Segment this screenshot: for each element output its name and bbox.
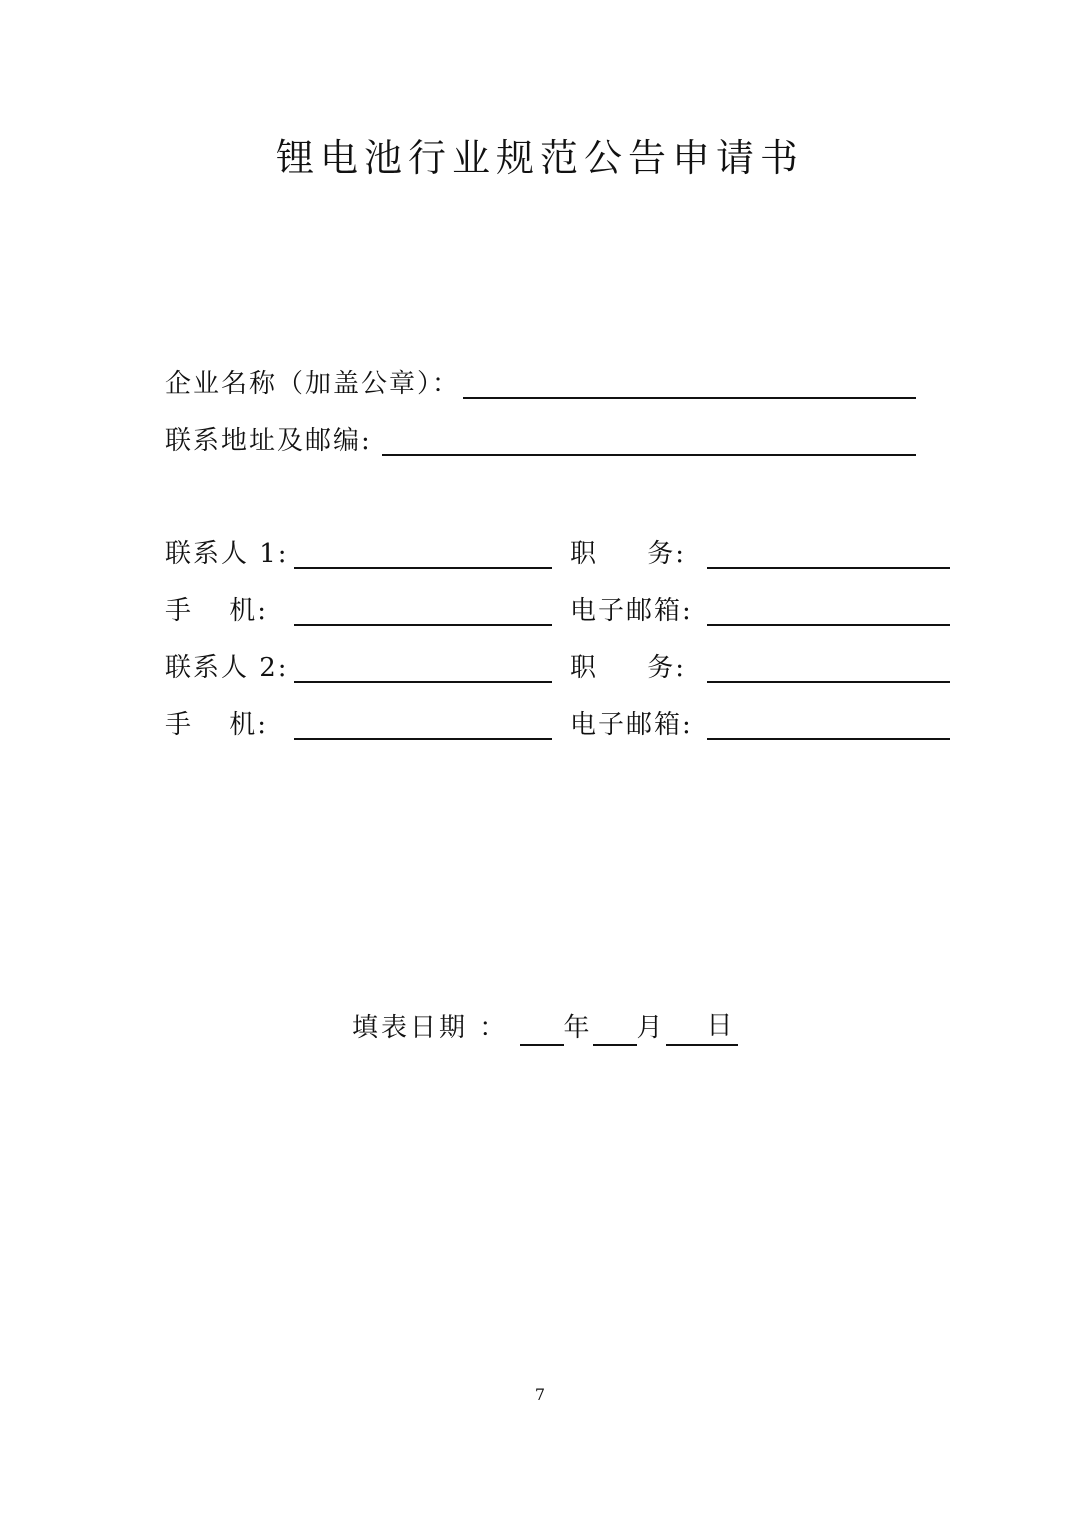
position-label-char: 务: — [647, 653, 686, 683]
fill-date-label: 填表日期 ： — [352, 1013, 509, 1043]
address-label: 联系地址及邮编: — [165, 426, 372, 456]
contact-1-phone-label — [165, 593, 268, 629]
contact-2-phone-label — [165, 707, 268, 743]
phone-label-char: 机: — [229, 596, 268, 626]
phone-label-char: 机: — [229, 710, 268, 740]
month-label: 月 — [636, 1013, 666, 1043]
day-label: 日 — [706, 1011, 736, 1041]
phone-label-char: 手 — [165, 596, 194, 626]
position-label-char: 职 — [570, 539, 599, 569]
contact-2-position-label — [570, 650, 686, 686]
fill-date-row — [352, 1010, 738, 1046]
company-name-field[interactable] — [463, 397, 916, 399]
contact-2-name-field[interactable] — [294, 681, 552, 683]
month-field[interactable] — [593, 1014, 637, 1046]
contact-1-email-label: 电子邮箱: — [570, 596, 693, 626]
company-name-label: 企业名称（加盖公章）： — [165, 369, 461, 399]
contact-1-position-label — [570, 536, 686, 572]
day-field[interactable] — [666, 1011, 738, 1046]
page-title: 锂电池行业规范公告申请书 — [275, 136, 804, 180]
year-field[interactable] — [520, 1014, 564, 1046]
contact-2-email-label: 电子邮箱: — [570, 710, 693, 740]
contact-1-email-field[interactable] — [707, 624, 950, 626]
page-number: 7 — [534, 1385, 546, 1404]
position-label-char: 职 — [570, 653, 599, 683]
contact-2-position-field[interactable] — [707, 681, 950, 683]
year-label: 年 — [563, 1013, 593, 1043]
position-label-char: 务: — [647, 539, 686, 569]
contact-1-name-field[interactable] — [294, 567, 552, 569]
contact-1-position-field[interactable] — [707, 567, 950, 569]
contact-1-phone-field[interactable] — [294, 624, 552, 626]
address-field[interactable] — [382, 454, 916, 456]
phone-label-char: 手 — [165, 710, 194, 740]
contact-1-label: 联系人 1: — [165, 539, 289, 569]
contact-2-email-field[interactable] — [707, 738, 950, 740]
contact-2-label: 联系人 2: — [165, 653, 289, 683]
contact-2-phone-field[interactable] — [294, 738, 552, 740]
